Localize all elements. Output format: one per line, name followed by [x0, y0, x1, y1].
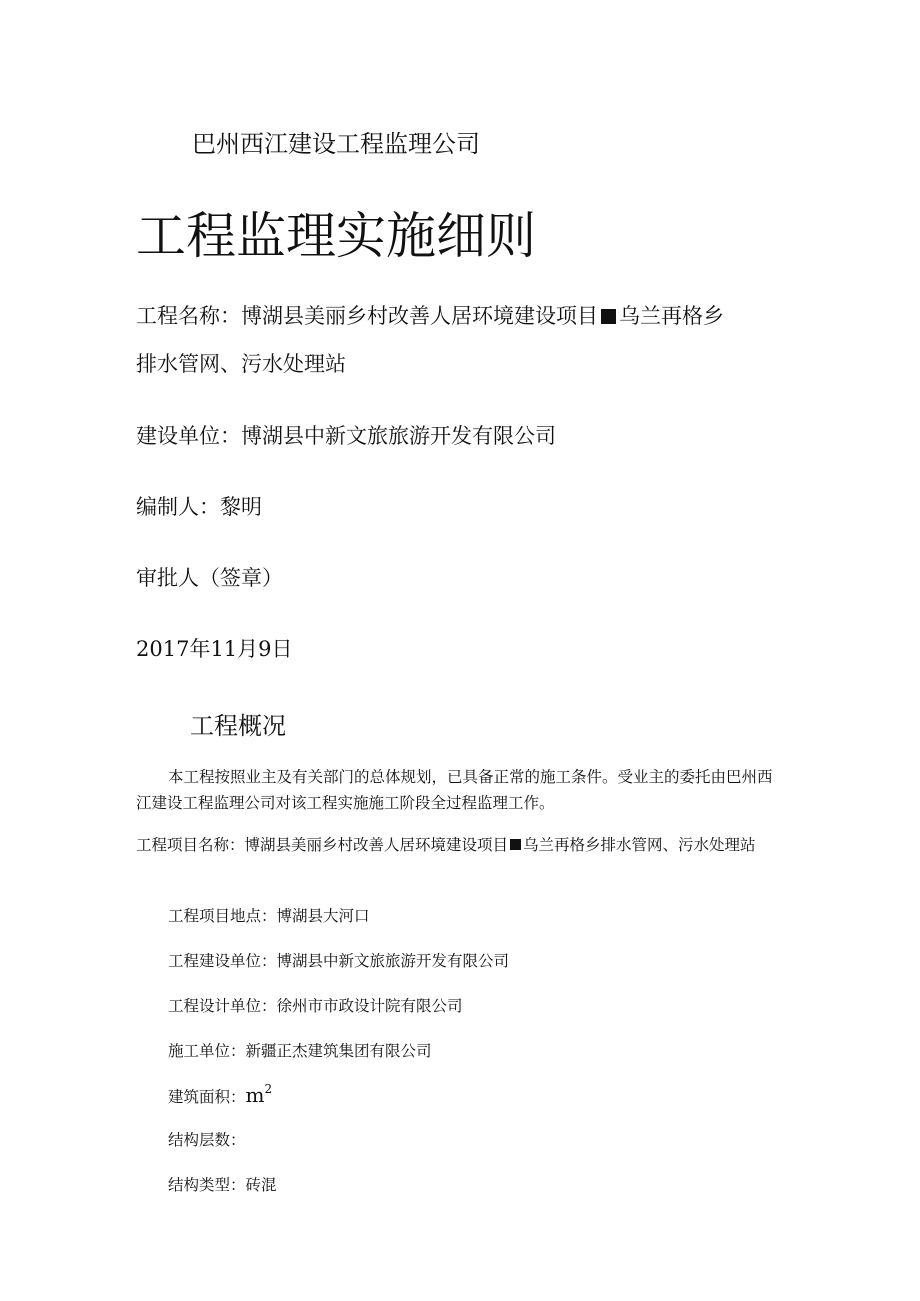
area-unit: m [245, 1083, 265, 1107]
approver-line: 审批人（签章） [136, 566, 283, 590]
project-item-part1: 博湖县美丽乡村改善人居环境建设项目 [244, 836, 509, 854]
design-unit: 工程设计单位：徐州市市政设计院有限公司 [168, 997, 463, 1015]
project-location: 工程项目地点：博湖县大河口 [168, 907, 370, 925]
building-area-label: 建筑面积： [168, 1088, 246, 1106]
project-item-paragraph [136, 832, 786, 858]
project-name-label: 工程名称： [136, 304, 241, 328]
compiler-value: 黎明 [220, 495, 262, 519]
owner-line [136, 420, 556, 450]
builder-unit: 工程建设单位：博湖县中新文旅旅游开发有限公司 [168, 952, 510, 970]
document-title: 工程监理实施细则 [136, 207, 536, 265]
structure-floors: 结构层数： [168, 1131, 246, 1149]
area-unit-exponent: 2 [264, 1082, 273, 1096]
structure-type: 结构类型：砖混 [168, 1176, 277, 1194]
document-date: 2017年11月9日 [136, 637, 293, 661]
overview-intro: 本工程按照业主及有关部门的总体规划，已具备正常的施工条件。受业主的委托由巴州西江建设工程监理公司对该工程实施施工阶段全过程监理工作。 [136, 768, 773, 812]
company-name: 巴州西江建设工程监理公司 [192, 130, 480, 158]
black-square-icon [601, 309, 616, 324]
project-name-line2: 排水管网、污水处理站 [136, 352, 346, 376]
building-area [168, 1082, 272, 1107]
compiler-label: 编制人： [136, 495, 220, 519]
project-name-part1: 博湖县美丽乡村改善人居环境建设项目 [241, 304, 598, 328]
section-heading-overview: 工程概况 [190, 712, 286, 740]
compiler-line [136, 491, 262, 521]
project-item-label: 工程项目名称： [136, 836, 245, 854]
black-square-icon [510, 839, 521, 850]
project-name-line [136, 300, 724, 330]
project-name-part2: 乌兰再格乡 [619, 304, 724, 328]
construction-unit: 施工单位：新疆正杰建筑集团有限公司 [168, 1042, 432, 1060]
project-item-part2: 乌兰再格乡排水管网、污水处理站 [523, 836, 756, 854]
owner-label: 建设单位： [136, 424, 241, 448]
owner-value: 博湖县中新文旅旅游开发有限公司 [241, 424, 556, 448]
